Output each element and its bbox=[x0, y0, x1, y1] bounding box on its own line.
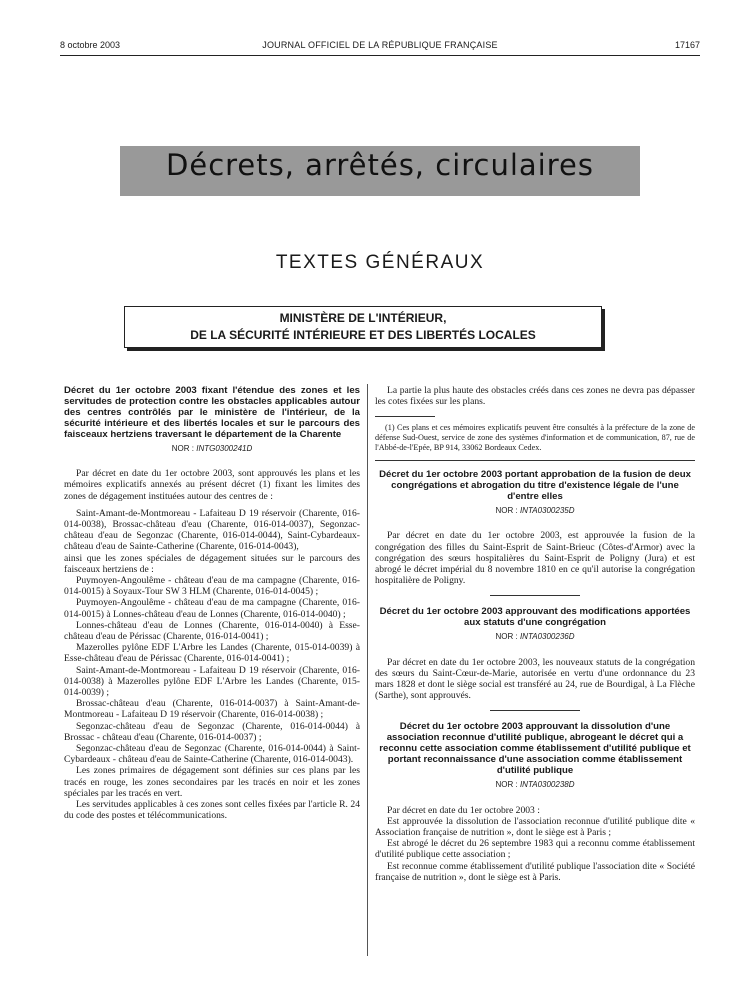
paragraph: Par décret en date du 1er octobre 2003, les nouveaux statuts de la congrégation des sœurs du Saint-Cœur-de-Marie, autorisée en vertu d'une ordonnance du 23 mars 1828 et dont le siège social est transféré au 24, rue de Bourdigal, à La Flèche (Sarthe), sont approuvés. bbox=[375, 656, 695, 702]
header-rule bbox=[60, 55, 700, 56]
nor-reference bbox=[375, 631, 695, 642]
header-journal-title: JOURNAL OFFICIEL DE LA RÉPUBLIQUE FRANÇAISE bbox=[262, 40, 498, 50]
decree-title: Décret du 1er octobre 2003 approuvant des modifications apportées aux statuts d'une congrégation bbox=[379, 606, 691, 629]
left-column bbox=[64, 385, 360, 822]
ministry-line-1: MINISTÈRE DE L'INTÉRIEUR, bbox=[279, 311, 447, 325]
paragraph: Les servitudes applicables à ces zones sont celles fixées par l'article R. 24 du code des postes et télécommunications. bbox=[64, 799, 360, 822]
paragraph: Par décret en date du 1er octobre 2003 : bbox=[387, 804, 540, 816]
paragraph: Puymoyen-Angoulême - château d'eau de ma campagne (Charente, 016-014-0015) à Soyaux-Tour SW 3 HLM (Charente, 016-014-0045) ; bbox=[64, 575, 360, 598]
paragraph: Brossac-château d'eau (Charente, 016-014-0037) à Saint-Amant-de-Montmoreau - Lafaiteau D 19 réservoir (Charente, 016-014-0038) ; bbox=[64, 698, 360, 721]
section-rule bbox=[375, 460, 695, 461]
nor-label: NOR : bbox=[495, 780, 518, 790]
decree-title: Décret du 1er octobre 2003 portant approbation de la fusion de deux congrégations et abrogation du titre d'existence légale de l'une d'entre elles bbox=[379, 469, 691, 503]
paragraph: Puymoyen-Angoulême - château d'eau de ma campagne (Charente, 016-014-0015) à Lonnes-château d'eau de Lonnes (Charente, 016-014-0040) ; bbox=[64, 597, 360, 620]
paragraph: Est abrogé le décret du 26 septembre 1983 qui a reconnu comme établissement d'utilité publique cette association ; bbox=[375, 838, 695, 861]
section-rule bbox=[490, 710, 580, 711]
nor-code: INTA0300235D bbox=[519, 506, 575, 516]
nor-label: NOR : bbox=[495, 632, 518, 642]
nor-code: INTA0300236D bbox=[519, 632, 575, 642]
paragraph: Les zones primaires de dégagement sont définies sur ces plans par les tracés en rouge, les zones secondaires par les tracés en noir et les zones spéciales par les tracés en vert. bbox=[64, 765, 360, 799]
decree-title: Décret du 1er octobre 2003 fixant l'étendue des zones et les servitudes de protection contre les obstacles applicables autour des centres contrôlés par le ministère de l'intérieur, de la sécurité intérieure et des libertés locales et sur le parcours des faisceaux hertziens traversant le département de la Charente bbox=[64, 385, 360, 440]
nor-label: NOR : bbox=[495, 506, 518, 516]
paragraph: Segonzac-château d'eau de Segonzac (Charente, 016-014-0044) à Saint-Cybardeaux - château d'eau de Sainte-Catherine (Charente, 016-014-0043). bbox=[64, 743, 360, 766]
footnote-rule bbox=[375, 416, 435, 417]
decree-title: Décret du 1er octobre 2003 approuvant la dissolution d'une association reconnue d'utilité publique, abrogeant le décret qui a reconnu cette association comme établissement d'utilité publique et portant reconnaissance d'une association comme établissement d'utilité publique bbox=[379, 721, 691, 777]
section-title: TEXTES GÉNÉRAUX bbox=[275, 252, 485, 273]
section-rule bbox=[490, 595, 580, 596]
nor-code: INTG0300241D bbox=[196, 444, 253, 453]
paragraph: Par décret en date du 1er octobre 2003, est approuvée la fusion de la congrégation des filles du Saint-Esprit de Saint-Brieuc (Côtes-d'Armor) avec la congrégation des sœurs hospitalières du Saint-Esprit de Poligny (Jura) et est abrogé le décret impérial du 8 novembre 1810 en ce qu'il autorise la congrégation hospitalière de Poligny. bbox=[375, 530, 695, 587]
nor-reference bbox=[64, 443, 360, 454]
nor-code: INTA0300238D bbox=[519, 780, 575, 790]
banner-title: Décrets, arrêtés, circulaires bbox=[166, 148, 594, 182]
right-column bbox=[375, 385, 695, 883]
paragraph: Par décret en date du 1er octobre 2003, sont approuvés les plans et les mémoires explicatifs annexés au présent décret (1) fixant les limites des zones de dégagement instituées autour des centres de : bbox=[64, 468, 360, 502]
column-divider bbox=[367, 384, 368, 956]
paragraph: Segonzac-château d'eau de Segonzac (Charente, 016-014-0044) à Brossac - château d'eau (Charente, 016-014-0037) ; bbox=[64, 720, 360, 743]
paragraph: Mazerolles pylône EDF L'Arbre les Landes (Charente, 015-014-0039) à Esse-château d'eau de Périssac (Charente, 016-014-0041) ; bbox=[64, 642, 360, 665]
header-page-number: 17167 bbox=[674, 40, 700, 50]
paragraph: Est approuvée la dissolution de l'association reconnue d'utilité publique dite « Association française de nutrition », dont le siège est à Paris ; bbox=[375, 815, 695, 839]
paragraph: La partie la plus haute des obstacles créés dans ces zones ne devra pas dépasser les cotes fixées sur les plans. bbox=[375, 385, 695, 408]
nor-reference bbox=[375, 779, 695, 790]
ministry-line-2: DE LA SÉCURITÉ INTÉRIEURE ET DES LIBERTÉS LOCALES bbox=[190, 328, 536, 342]
nor-reference bbox=[375, 505, 695, 516]
paragraph: ainsi que les zones spéciales de dégagement situées sur le parcours des faisceaux hertziens de : bbox=[64, 552, 360, 575]
header-date: 8 octobre 2003 bbox=[60, 40, 121, 50]
paragraph: Lonnes-château d'eau de Lonnes (Charente, 016-014-0040) à Esse-château d'eau de Périssac (Charente, 016-014-0041) ; bbox=[64, 619, 360, 643]
ministry-box bbox=[124, 306, 602, 348]
nor-label: NOR : bbox=[171, 444, 194, 453]
footnote: (1) Ces plans et ces mémoires explicatifs peuvent être consultés à la préfecture de la zone de défense Sud-Ouest, service de zone des systèmes d'information et de communication, 87, rue de l'Abbé-de-l'Epée, BP 914, 33062 Bordeaux Cedex. bbox=[375, 423, 695, 452]
paragraph: Saint-Amant-de-Montmoreau - Lafaiteau D 19 réservoir (Charente, 016-014-0038) à Mazerolles pylône EDF L'Arbre les Landes (Charente, 015-014-0039) ; bbox=[64, 664, 360, 699]
page-header bbox=[60, 40, 700, 54]
paragraph: Saint-Amant-de-Montmoreau - Lafaiteau D 19 réservoir (Charente, 016-014-0038), Brossac-château d'eau (Charente, 016-014-0037), Segonzac-château d'eau de Segonzac (Charente, 016-014-0044), Saint-Cybardeaux-château d'eau de Sainte-Catherine (Charente, 016-014-0043), bbox=[64, 507, 360, 553]
paragraph: Est reconnue comme établissement d'utilité publique l'association dite « Société française de nutrition », dont le siège est à Paris. bbox=[375, 860, 695, 883]
